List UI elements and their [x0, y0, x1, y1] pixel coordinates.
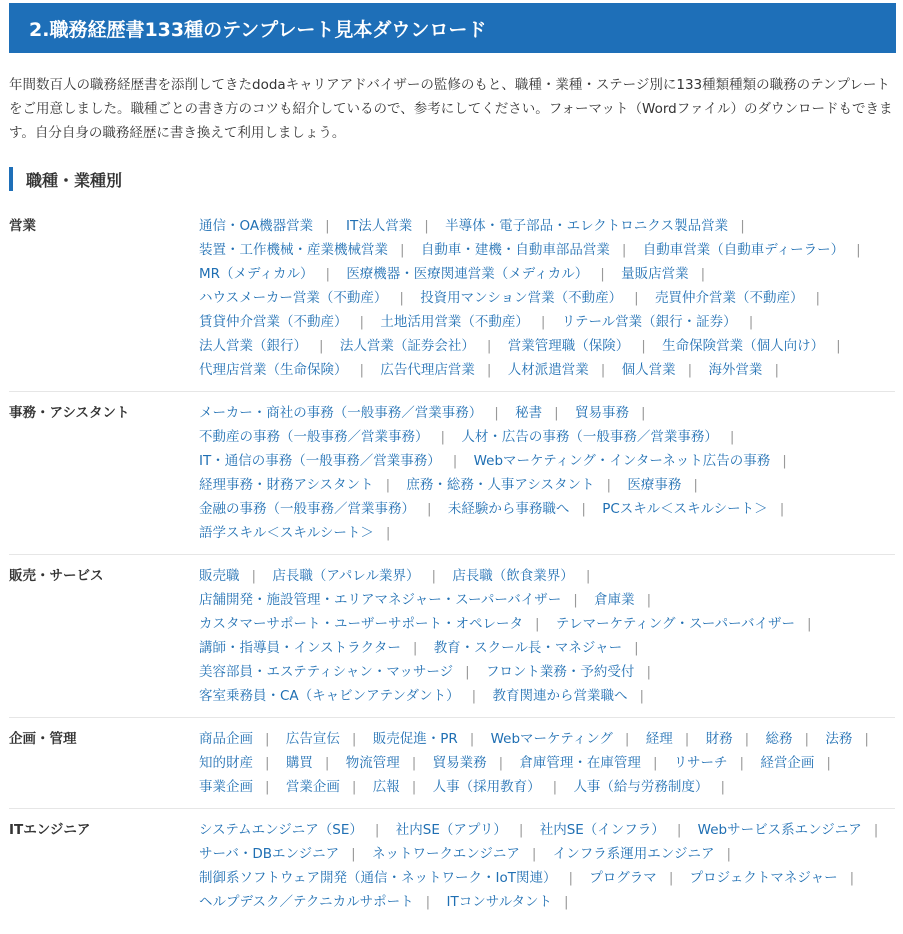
template-link[interactable]: 自動車営業（自動車ディーラー）	[642, 242, 845, 258]
template-link[interactable]: カスタマーサポート・ユーザーサポート・オペレータ	[199, 616, 523, 632]
template-link[interactable]: 客室乗務員・CA（キャビンアテンダント）	[199, 688, 460, 704]
template-link[interactable]: 店舗開発・施設管理・エリアマネジャー・スーパーバイザー	[199, 592, 562, 608]
template-link[interactable]: 広告宣伝	[285, 731, 340, 747]
template-link[interactable]: 医療機器・医療関連営業（メディカル）	[346, 266, 589, 282]
template-link[interactable]: 総務	[765, 731, 793, 747]
link-separator: |	[600, 362, 606, 378]
link-separator: |	[486, 362, 492, 378]
template-link[interactable]: プログラマ	[589, 870, 657, 886]
link-separator: |	[668, 870, 674, 886]
link-separator: |	[806, 616, 812, 632]
link-separator: |	[359, 362, 365, 378]
link-separator: |	[385, 525, 391, 541]
link-separator: |	[720, 779, 725, 795]
link-separator: |	[739, 755, 745, 771]
link-separator: |	[687, 362, 693, 378]
template-link[interactable]: 人事（採用教育）	[432, 779, 541, 795]
category-title: 企画・管理	[9, 731, 77, 747]
link-separator: |	[400, 242, 405, 258]
link-separator: |	[873, 822, 879, 838]
template-link[interactable]: 営業企画	[285, 779, 340, 795]
link-separator: |	[427, 501, 432, 517]
link-separator: |	[351, 846, 356, 862]
template-link[interactable]: 半導体・電子部品・エレクトロニクス製品営業	[445, 218, 729, 234]
template-link[interactable]: 通信・OA機器営業	[199, 218, 314, 234]
link-separator: |	[641, 338, 646, 354]
template-link[interactable]: リテール営業（銀行・証券）	[561, 314, 737, 330]
category-links	[199, 818, 895, 914]
template-link[interactable]: インフラ系運用エンジニア	[552, 846, 715, 862]
link-separator: |	[325, 218, 330, 234]
link-separator: |	[265, 779, 270, 795]
template-link[interactable]: 医療事務	[627, 477, 682, 493]
link-separator: |	[748, 314, 754, 330]
category-row	[9, 718, 895, 809]
link-separator: |	[325, 266, 331, 282]
template-link[interactable]: PCスキル＜スキルシート＞	[602, 501, 768, 517]
category-links	[199, 564, 895, 708]
template-link[interactable]: 購買	[285, 755, 313, 771]
link-separator: |	[359, 314, 365, 330]
link-separator: |	[251, 568, 257, 584]
template-link[interactable]: 講師・指導員・インストラクター	[199, 640, 401, 656]
intro-text: 年間数百人の職務経歴書を添削してきたdodaキャリアアドバイザーの監修のもと、職種・業種・ステージ別に133種類種類の職務のテンプレートをご用意しました。職種ごとの書き方のコツも紹介しているので、参考にしてください。フォーマット（Wordファイル）のダウンロードもできます。自分自身の職務経歴に書き換えて利用しましょう。	[9, 77, 893, 141]
category-row	[9, 392, 895, 555]
template-link[interactable]: 法務	[825, 731, 853, 747]
template-link[interactable]: 事業企画	[199, 779, 253, 795]
template-link[interactable]: 投資用マンション営業（不動産）	[420, 290, 623, 306]
template-link[interactable]: IT法人営業	[345, 218, 413, 234]
link-separator: |	[498, 755, 504, 771]
template-link[interactable]: 土地活用営業（不動産）	[380, 314, 529, 330]
link-separator: |	[440, 429, 446, 445]
link-separator: |	[424, 218, 429, 234]
template-link[interactable]: Webマーケティング	[490, 731, 613, 747]
template-link[interactable]: 生命保険営業（個人向け）	[662, 338, 825, 354]
template-link[interactable]: 倉庫業	[594, 592, 635, 608]
template-link[interactable]: 人材・広告の事務（一般事務／営業事務）	[461, 429, 718, 445]
category-links	[199, 727, 895, 799]
template-link[interactable]: ヘルプデスク／テクニカルサポート	[199, 894, 414, 910]
template-link[interactable]: 販売職	[199, 568, 240, 584]
link-separator: |	[693, 477, 698, 493]
template-link[interactable]: 代理店営業（生命保険）	[199, 362, 348, 378]
link-separator: |	[324, 755, 330, 771]
template-link[interactable]: 美容部員・エステティシャン・マッサージ	[199, 664, 454, 680]
link-separator: |	[621, 242, 627, 258]
template-link[interactable]: 人事（給与労務制度）	[573, 779, 709, 795]
template-link[interactable]: 法人営業（銀行）	[199, 338, 307, 354]
section-heading: 2.職務経歴書133種のテンプレート見本ダウンロード	[9, 3, 896, 53]
template-link[interactable]: 社内SE（インフラ）	[539, 822, 665, 838]
template-link[interactable]: 広告代理店営業	[380, 362, 475, 378]
template-link[interactable]: 経営企画	[760, 755, 815, 771]
link-separator: |	[726, 846, 732, 862]
template-link[interactable]: 制御系ソフトウェア開発（通信・ネットワーク・IoT関連）	[199, 870, 557, 886]
link-separator: |	[319, 338, 324, 354]
link-separator: |	[431, 568, 437, 584]
link-separator: |	[411, 779, 417, 795]
link-separator: |	[684, 731, 690, 747]
template-link[interactable]: 販売促進・PR	[372, 731, 458, 747]
link-separator: |	[634, 290, 639, 306]
template-link[interactable]: フロント業務・予約受付	[485, 664, 635, 680]
template-link[interactable]: 海外営業	[708, 362, 763, 378]
link-separator: |	[471, 688, 477, 704]
template-link[interactable]: システムエンジニア（SE）	[199, 822, 363, 838]
link-separator: |	[826, 755, 831, 771]
link-separator: |	[779, 501, 785, 517]
template-link[interactable]: テレマーケティング・スーパーバイザー	[555, 616, 795, 632]
template-link[interactable]: 知的財産	[199, 755, 253, 771]
template-link[interactable]: 店長職（アパレル業界）	[272, 568, 420, 584]
subheading: 職種・業種別	[9, 167, 895, 191]
template-link[interactable]: IT・通信の事務（一般事務／営業事務）	[199, 453, 441, 469]
template-link[interactable]: 未経験から事務職へ	[447, 501, 570, 517]
link-separator: |	[804, 731, 810, 747]
category-row	[9, 809, 895, 923]
link-separator: |	[554, 405, 559, 421]
link-separator: |	[411, 755, 417, 771]
link-separator: |	[552, 779, 558, 795]
link-separator: |	[634, 640, 639, 656]
template-link[interactable]: 社内SE（アプリ）	[395, 822, 507, 838]
link-separator: |	[585, 568, 591, 584]
template-link[interactable]: 人材派遣営業	[507, 362, 589, 378]
template-link[interactable]: リサーチ	[673, 755, 728, 771]
template-link[interactable]: 不動産の事務（一般事務／営業事務）	[199, 429, 429, 445]
link-separator: |	[774, 362, 779, 378]
template-link[interactable]: サーバ・DBエンジニア	[199, 846, 340, 862]
template-link[interactable]: 貿易業務	[432, 755, 487, 771]
link-separator: |	[351, 731, 357, 747]
template-link[interactable]: 広報	[372, 779, 400, 795]
link-separator: |	[652, 755, 658, 771]
link-separator: |	[518, 822, 524, 838]
link-separator: |	[412, 640, 418, 656]
category-title: ITエンジニア	[9, 822, 91, 838]
link-separator: |	[849, 870, 855, 886]
link-separator: |	[836, 338, 841, 354]
link-separator: |	[600, 266, 605, 282]
link-separator: |	[351, 779, 357, 795]
link-separator: |	[568, 870, 574, 886]
link-separator: |	[374, 822, 380, 838]
template-link[interactable]: 財務	[705, 731, 733, 747]
link-separator: |	[494, 405, 499, 421]
template-link[interactable]: 賃貸仲介営業（不動産）	[199, 314, 348, 330]
link-separator: |	[640, 405, 646, 421]
category-links	[199, 401, 895, 545]
link-separator: |	[540, 314, 546, 330]
template-link[interactable]: Webサービス系エンジニア	[697, 822, 862, 838]
template-link[interactable]: 経理	[645, 731, 673, 747]
template-link[interactable]: 自動車・建機・自動車部品営業	[420, 242, 610, 258]
category-links	[199, 214, 895, 382]
link-separator: |	[399, 290, 404, 306]
template-link[interactable]: ネットワークエンジニア	[372, 846, 520, 862]
template-link[interactable]: 売買仲介営業（不動産）	[654, 290, 804, 306]
link-separator: |	[606, 477, 612, 493]
template-link[interactable]: 経理事務・財務アシスタント	[199, 477, 374, 493]
template-link[interactable]: 金融の事務（一般事務／営業事務）	[199, 501, 415, 517]
template-link[interactable]: MR（メディカル）	[199, 266, 314, 282]
template-link[interactable]: 教育関連から営業職へ	[492, 688, 628, 704]
link-separator: |	[535, 616, 540, 632]
link-separator: |	[385, 477, 391, 493]
link-separator: |	[676, 822, 682, 838]
template-link[interactable]: 量販店営業	[621, 266, 689, 282]
template-link[interactable]: 語学スキル＜スキルシート＞	[199, 525, 374, 541]
category-list	[9, 205, 895, 923]
template-link[interactable]: 装置・工作機械・産業機械営業	[199, 242, 388, 258]
template-link[interactable]: プロジェクトマネジャー	[689, 870, 838, 886]
link-separator: |	[486, 338, 492, 354]
link-separator: |	[639, 688, 645, 704]
template-link[interactable]: 倉庫管理・在庫管理	[519, 755, 641, 771]
template-link[interactable]: ITコンサルタント	[446, 894, 553, 910]
link-separator: |	[815, 290, 821, 306]
template-link[interactable]: ハウスメーカー営業（不動産）	[199, 290, 388, 306]
template-link[interactable]: 店長職（飲食業界）	[452, 568, 574, 584]
category-title: 営業	[9, 218, 36, 234]
template-link[interactable]: 庶務・総務・人事アシスタント	[406, 477, 595, 493]
link-separator: |	[564, 894, 569, 910]
link-separator: |	[740, 218, 745, 234]
link-separator: |	[782, 453, 787, 469]
template-link[interactable]: メーカー・商社の事務（一般事務／営業事務）	[199, 405, 483, 421]
link-separator: |	[265, 731, 270, 747]
category-row	[9, 555, 895, 718]
link-separator: |	[864, 731, 869, 747]
template-link[interactable]: 個人営業	[621, 362, 676, 378]
link-separator: |	[624, 731, 630, 747]
template-link[interactable]: 法人営業（証券会社）	[339, 338, 475, 354]
link-separator: |	[573, 592, 578, 608]
template-link[interactable]: 営業管理職（保険）	[507, 338, 630, 354]
link-separator: |	[265, 755, 270, 771]
template-link[interactable]: 秘書	[515, 405, 543, 421]
link-separator: |	[856, 242, 861, 258]
link-separator: |	[744, 731, 750, 747]
template-link[interactable]: Webマーケティング・インターネット広告の事務	[473, 453, 771, 469]
template-link[interactable]: 物流管理	[345, 755, 400, 771]
link-separator: |	[469, 731, 475, 747]
link-separator: |	[452, 453, 458, 469]
category-row	[9, 205, 895, 392]
link-separator: |	[646, 592, 652, 608]
link-separator: |	[465, 664, 470, 680]
template-link[interactable]: 商品企画	[199, 731, 253, 747]
link-separator: |	[531, 846, 537, 862]
link-separator: |	[646, 664, 651, 680]
link-separator: |	[425, 894, 431, 910]
link-separator: |	[581, 501, 586, 517]
template-link[interactable]: 教育・スクール長・マネジャー	[433, 640, 623, 656]
link-separator: |	[729, 429, 735, 445]
link-separator: |	[700, 266, 706, 282]
template-link[interactable]: 貿易事務	[574, 405, 629, 421]
category-title: 事務・アシスタント	[9, 405, 130, 421]
category-title: 販売・サービス	[9, 568, 104, 584]
